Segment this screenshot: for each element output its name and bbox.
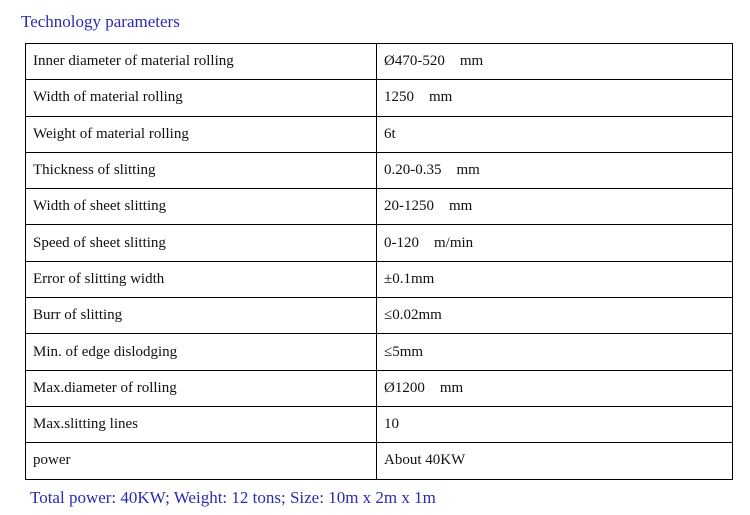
parameter-name: Weight of material rolling bbox=[26, 116, 377, 152]
parameter-name: Width of sheet slitting bbox=[26, 189, 377, 225]
parameter-name: Speed of sheet slitting bbox=[26, 225, 377, 261]
table-row bbox=[26, 298, 733, 334]
table-row bbox=[26, 116, 733, 152]
table-row bbox=[26, 189, 733, 225]
parameter-name: power bbox=[26, 443, 377, 479]
parameter-value: About 40KW bbox=[377, 443, 733, 479]
table-row bbox=[26, 152, 733, 188]
parameter-value: ≤0.02mm bbox=[377, 298, 733, 334]
parameter-name: Error of slitting width bbox=[26, 261, 377, 297]
table-row bbox=[26, 443, 733, 479]
parameter-value: ±0.1mm bbox=[377, 261, 733, 297]
table-row bbox=[26, 370, 733, 406]
parameter-value: 20-1250 mm bbox=[377, 189, 733, 225]
summary-footer: Total power: 40KW; Weight: 12 tons; Size: 10m x 2m x 1m bbox=[30, 488, 436, 507]
parameter-value: 0.20-0.35 mm bbox=[377, 152, 733, 188]
parameters-table bbox=[25, 43, 733, 480]
parameter-name: Burr of slitting bbox=[26, 298, 377, 334]
parameter-value: Ø470-520 mm bbox=[377, 44, 733, 80]
parameter-name: Max.diameter of rolling bbox=[26, 370, 377, 406]
table-row bbox=[26, 261, 733, 297]
parameter-value: Ø1200 mm bbox=[377, 370, 733, 406]
table-row bbox=[26, 44, 733, 80]
parameter-name: Width of material rolling bbox=[26, 80, 377, 116]
parameter-name: Min. of edge dislodging bbox=[26, 334, 377, 370]
parameter-name: Max.slitting lines bbox=[26, 406, 377, 442]
table-row bbox=[26, 406, 733, 442]
parameter-name: Thickness of slitting bbox=[26, 152, 377, 188]
parameter-value: 10 bbox=[377, 406, 733, 442]
parameter-value: 6t bbox=[377, 116, 733, 152]
table-row bbox=[26, 334, 733, 370]
page-title: Technology parameters bbox=[21, 12, 180, 31]
table-row bbox=[26, 225, 733, 261]
table-row bbox=[26, 80, 733, 116]
parameter-value: 1250 mm bbox=[377, 80, 733, 116]
parameter-value: 0-120 m/min bbox=[377, 225, 733, 261]
parameter-name: Inner diameter of material rolling bbox=[26, 44, 377, 80]
parameter-value: ≤5mm bbox=[377, 334, 733, 370]
